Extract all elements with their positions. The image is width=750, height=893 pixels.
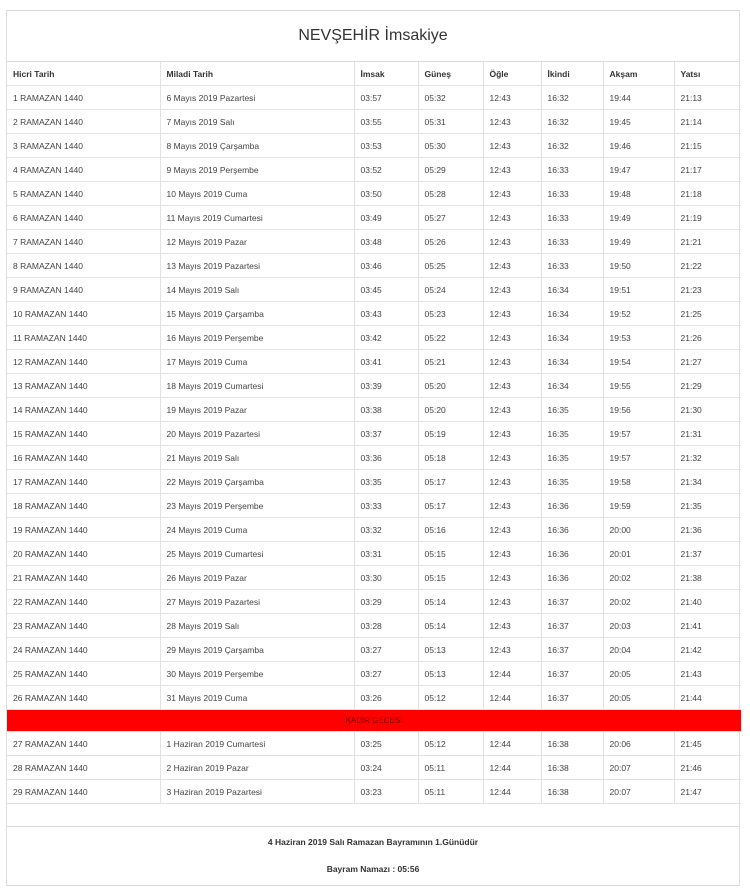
gunes-cell: 05:13 <box>418 662 483 686</box>
imsak-cell: 03:28 <box>354 614 418 638</box>
hicri-tarih-cell: 20 RAMAZAN 1440 <box>7 542 160 566</box>
table-body-highlight <box>7 710 741 732</box>
miladi-tarih-cell: 26 Mayıs 2019 Pazar <box>160 566 354 590</box>
hicri-tarih-cell: 19 RAMAZAN 1440 <box>7 518 160 542</box>
gunes-cell: 05:19 <box>418 422 483 446</box>
miladi-tarih-cell: 22 Mayıs 2019 Çarşamba <box>160 470 354 494</box>
miladi-tarih-cell: 12 Mayıs 2019 Pazar <box>160 230 354 254</box>
imsak-cell: 03:38 <box>354 398 418 422</box>
yatsi-cell: 21:37 <box>674 542 741 566</box>
aksam-cell: 19:59 <box>603 494 674 518</box>
hicri-tarih-cell: 23 RAMAZAN 1440 <box>7 614 160 638</box>
ikindi-cell: 16:32 <box>541 86 603 110</box>
yatsi-cell: 21:15 <box>674 134 741 158</box>
yatsi-cell: 21:44 <box>674 686 741 710</box>
yatsi-cell: 21:35 <box>674 494 741 518</box>
gunes-cell: 05:18 <box>418 446 483 470</box>
ikindi-cell: 16:38 <box>541 780 603 804</box>
aksam-cell: 20:03 <box>603 614 674 638</box>
table-row <box>7 350 741 374</box>
aksam-cell: 19:49 <box>603 206 674 230</box>
table-row <box>7 206 741 230</box>
yatsi-cell: 21:32 <box>674 446 741 470</box>
yatsi-cell: 21:17 <box>674 158 741 182</box>
miladi-tarih-cell: 2 Haziran 2019 Pazar <box>160 756 354 780</box>
aksam-cell: 20:05 <box>603 686 674 710</box>
table-row <box>7 86 741 110</box>
miladi-tarih-cell: 10 Mayıs 2019 Cuma <box>160 182 354 206</box>
table-row <box>7 182 741 206</box>
table-row <box>7 686 741 710</box>
aksam-cell: 20:06 <box>603 732 674 756</box>
yatsi-cell: 21:13 <box>674 86 741 110</box>
yatsi-cell: 21:38 <box>674 566 741 590</box>
aksam-cell: 20:02 <box>603 566 674 590</box>
ikindi-cell: 16:37 <box>541 686 603 710</box>
table-body-before <box>7 86 741 710</box>
imsak-cell: 03:25 <box>354 732 418 756</box>
aksam-cell: 19:52 <box>603 302 674 326</box>
imsak-cell: 03:46 <box>354 254 418 278</box>
ikindi-cell: 16:35 <box>541 398 603 422</box>
aksam-cell: 20:02 <box>603 590 674 614</box>
ikindi-cell: 16:33 <box>541 230 603 254</box>
hicri-tarih-cell: 6 RAMAZAN 1440 <box>7 206 160 230</box>
ogle-cell: 12:43 <box>483 350 541 374</box>
gunes-cell: 05:24 <box>418 278 483 302</box>
yatsi-cell: 21:25 <box>674 302 741 326</box>
ogle-cell: 12:44 <box>483 662 541 686</box>
header-yatsi: Yatsı <box>674 62 741 86</box>
aksam-cell: 19:54 <box>603 350 674 374</box>
ogle-cell: 12:43 <box>483 134 541 158</box>
miladi-tarih-cell: 9 Mayıs 2019 Perşembe <box>160 158 354 182</box>
table-body-after <box>7 732 741 804</box>
ikindi-cell: 16:37 <box>541 662 603 686</box>
hicri-tarih-cell: 15 RAMAZAN 1440 <box>7 422 160 446</box>
gunes-cell: 05:28 <box>418 182 483 206</box>
hicri-tarih-cell: 16 RAMAZAN 1440 <box>7 446 160 470</box>
imsak-cell: 03:57 <box>354 86 418 110</box>
ikindi-cell: 16:32 <box>541 110 603 134</box>
hicri-tarih-cell: 24 RAMAZAN 1440 <box>7 638 160 662</box>
table-row <box>7 662 741 686</box>
yatsi-cell: 21:30 <box>674 398 741 422</box>
imsak-cell: 03:43 <box>354 302 418 326</box>
ogle-cell: 12:43 <box>483 278 541 302</box>
header-imsak: İmsak <box>354 62 418 86</box>
imsak-cell: 03:35 <box>354 470 418 494</box>
aksam-cell: 19:44 <box>603 86 674 110</box>
ikindi-cell: 16:34 <box>541 278 603 302</box>
table-row <box>7 756 741 780</box>
ogle-cell: 12:43 <box>483 254 541 278</box>
table-row <box>7 780 741 804</box>
imsak-cell: 03:53 <box>354 134 418 158</box>
table-row <box>7 542 741 566</box>
aksam-cell: 19:46 <box>603 134 674 158</box>
miladi-tarih-cell: 19 Mayıs 2019 Pazar <box>160 398 354 422</box>
miladi-tarih-cell: 28 Mayıs 2019 Salı <box>160 614 354 638</box>
imsak-cell: 03:23 <box>354 780 418 804</box>
ogle-cell: 12:43 <box>483 494 541 518</box>
ikindi-cell: 16:37 <box>541 614 603 638</box>
ogle-cell: 12:43 <box>483 158 541 182</box>
ikindi-cell: 16:33 <box>541 206 603 230</box>
miladi-tarih-cell: 11 Mayıs 2019 Cumartesi <box>160 206 354 230</box>
ogle-cell: 12:43 <box>483 206 541 230</box>
gunes-cell: 05:16 <box>418 518 483 542</box>
aksam-cell: 19:51 <box>603 278 674 302</box>
table-row <box>7 230 741 254</box>
aksam-cell: 19:56 <box>603 398 674 422</box>
yatsi-cell: 21:46 <box>674 756 741 780</box>
imsak-cell: 03:42 <box>354 326 418 350</box>
imsak-cell: 03:24 <box>354 756 418 780</box>
ikindi-cell: 16:33 <box>541 158 603 182</box>
gunes-cell: 05:17 <box>418 494 483 518</box>
ogle-cell: 12:43 <box>483 422 541 446</box>
miladi-tarih-cell: 15 Mayıs 2019 Çarşamba <box>160 302 354 326</box>
aksam-cell: 20:00 <box>603 518 674 542</box>
table-row <box>7 398 741 422</box>
yatsi-cell: 21:21 <box>674 230 741 254</box>
imsak-cell: 03:33 <box>354 494 418 518</box>
aksam-cell: 19:55 <box>603 374 674 398</box>
hicri-tarih-cell: 18 RAMAZAN 1440 <box>7 494 160 518</box>
ikindi-cell: 16:35 <box>541 470 603 494</box>
hicri-tarih-cell: 8 RAMAZAN 1440 <box>7 254 160 278</box>
gunes-cell: 05:11 <box>418 756 483 780</box>
yatsi-cell: 21:27 <box>674 350 741 374</box>
yatsi-cell: 21:18 <box>674 182 741 206</box>
gunes-cell: 05:20 <box>418 374 483 398</box>
hicri-tarih-cell: 17 RAMAZAN 1440 <box>7 470 160 494</box>
imsak-cell: 03:27 <box>354 638 418 662</box>
gunes-cell: 05:11 <box>418 780 483 804</box>
miladi-tarih-cell: 25 Mayıs 2019 Cumartesi <box>160 542 354 566</box>
table-row <box>7 134 741 158</box>
miladi-tarih-cell: 14 Mayıs 2019 Salı <box>160 278 354 302</box>
hicri-tarih-cell: 12 RAMAZAN 1440 <box>7 350 160 374</box>
ogle-cell: 12:43 <box>483 446 541 470</box>
gunes-cell: 05:32 <box>418 86 483 110</box>
yatsi-cell: 21:22 <box>674 254 741 278</box>
yatsi-cell: 21:29 <box>674 374 741 398</box>
miladi-tarih-cell: 29 Mayıs 2019 Çarşamba <box>160 638 354 662</box>
aksam-cell: 19:45 <box>603 110 674 134</box>
aksam-cell: 19:50 <box>603 254 674 278</box>
hicri-tarih-cell: 22 RAMAZAN 1440 <box>7 590 160 614</box>
yatsi-cell: 21:31 <box>674 422 741 446</box>
imsak-cell: 03:37 <box>354 422 418 446</box>
yatsi-cell: 21:41 <box>674 614 741 638</box>
table-header-row <box>7 62 741 86</box>
table-row <box>7 326 741 350</box>
hicri-tarih-cell: 13 RAMAZAN 1440 <box>7 374 160 398</box>
table-row <box>7 158 741 182</box>
bayram-note: 4 Haziran 2019 Salı Ramazan Bayramının 1.Günüdür <box>267 837 479 847</box>
ikindi-cell: 16:36 <box>541 494 603 518</box>
yatsi-cell: 21:26 <box>674 326 741 350</box>
gunes-cell: 05:27 <box>418 206 483 230</box>
ogle-cell: 12:43 <box>483 398 541 422</box>
ogle-cell: 12:44 <box>483 732 541 756</box>
ikindi-cell: 16:33 <box>541 182 603 206</box>
gunes-cell: 05:17 <box>418 470 483 494</box>
imsak-cell: 03:30 <box>354 566 418 590</box>
ikindi-cell: 16:36 <box>541 542 603 566</box>
yatsi-cell: 21:43 <box>674 662 741 686</box>
footer-divider <box>7 804 739 827</box>
imsak-cell: 03:36 <box>354 446 418 470</box>
miladi-tarih-cell: 16 Mayıs 2019 Perşembe <box>160 326 354 350</box>
ikindi-cell: 16:35 <box>541 446 603 470</box>
hicri-tarih-cell: 21 RAMAZAN 1440 <box>7 566 160 590</box>
gunes-cell: 05:21 <box>418 350 483 374</box>
table-row <box>7 566 741 590</box>
ogle-cell: 12:43 <box>483 182 541 206</box>
ogle-cell: 12:44 <box>483 780 541 804</box>
aksam-cell: 20:05 <box>603 662 674 686</box>
ogle-cell: 12:43 <box>483 326 541 350</box>
aksam-cell: 20:07 <box>603 756 674 780</box>
hicri-tarih-cell: 11 RAMAZAN 1440 <box>7 326 160 350</box>
hicri-tarih-cell: 9 RAMAZAN 1440 <box>7 278 160 302</box>
aksam-cell: 20:01 <box>603 542 674 566</box>
yatsi-cell: 21:40 <box>674 590 741 614</box>
gunes-cell: 05:31 <box>418 110 483 134</box>
hicri-tarih-cell: 10 RAMAZAN 1440 <box>7 302 160 326</box>
gunes-cell: 05:29 <box>418 158 483 182</box>
ikindi-cell: 16:38 <box>541 756 603 780</box>
miladi-tarih-cell: 30 Mayıs 2019 Perşembe <box>160 662 354 686</box>
header-ogle: Öğle <box>483 62 541 86</box>
miladi-tarih-cell: 23 Mayıs 2019 Perşembe <box>160 494 354 518</box>
ogle-cell: 12:43 <box>483 566 541 590</box>
yatsi-cell: 21:42 <box>674 638 741 662</box>
hicri-tarih-cell: 2 RAMAZAN 1440 <box>7 110 160 134</box>
table-row <box>7 590 741 614</box>
miladi-tarih-cell: 1 Haziran 2019 Cumartesi <box>160 732 354 756</box>
ogle-cell: 12:43 <box>483 518 541 542</box>
ikindi-cell: 16:34 <box>541 326 603 350</box>
ikindi-cell: 16:35 <box>541 422 603 446</box>
yatsi-cell: 21:47 <box>674 780 741 804</box>
yatsi-cell: 21:23 <box>674 278 741 302</box>
hicri-tarih-cell: 3 RAMAZAN 1440 <box>7 134 160 158</box>
gunes-cell: 05:25 <box>418 254 483 278</box>
hicri-tarih-cell: 27 RAMAZAN 1440 <box>7 732 160 756</box>
hicri-tarih-cell: 26 RAMAZAN 1440 <box>7 686 160 710</box>
hicri-tarih-cell: 14 RAMAZAN 1440 <box>7 398 160 422</box>
table-row <box>7 422 741 446</box>
miladi-tarih-cell: 7 Mayıs 2019 Salı <box>160 110 354 134</box>
ogle-cell: 12:43 <box>483 86 541 110</box>
gunes-cell: 05:12 <box>418 686 483 710</box>
table-row <box>7 254 741 278</box>
ikindi-cell: 16:33 <box>541 254 603 278</box>
aksam-cell: 20:04 <box>603 638 674 662</box>
table-row <box>7 732 741 756</box>
ikindi-cell: 16:38 <box>541 732 603 756</box>
gunes-cell: 05:15 <box>418 542 483 566</box>
hicri-tarih-cell: 28 RAMAZAN 1440 <box>7 756 160 780</box>
hicri-tarih-cell: 7 RAMAZAN 1440 <box>7 230 160 254</box>
aksam-cell: 19:49 <box>603 230 674 254</box>
table-row <box>7 638 741 662</box>
imsak-cell: 03:49 <box>354 206 418 230</box>
kadir-gecesi-label: KADİR GECESİ <box>7 710 741 732</box>
ikindi-cell: 16:36 <box>541 566 603 590</box>
imsak-cell: 03:32 <box>354 518 418 542</box>
aksam-cell: 19:47 <box>603 158 674 182</box>
table-row <box>7 374 741 398</box>
bayram-namazi: Bayram Namazı : 05:56 <box>326 864 420 874</box>
aksam-cell: 19:58 <box>603 470 674 494</box>
ikindi-cell: 16:37 <box>541 590 603 614</box>
gunes-cell: 05:30 <box>418 134 483 158</box>
miladi-tarih-cell: 20 Mayıs 2019 Pazartesi <box>160 422 354 446</box>
ikindi-cell: 16:34 <box>541 374 603 398</box>
gunes-cell: 05:26 <box>418 230 483 254</box>
imsak-cell: 03:45 <box>354 278 418 302</box>
yatsi-cell: 21:45 <box>674 732 741 756</box>
ogle-cell: 12:43 <box>483 110 541 134</box>
gunes-cell: 05:15 <box>418 566 483 590</box>
aksam-cell: 19:57 <box>603 446 674 470</box>
miladi-tarih-cell: 13 Mayıs 2019 Pazartesi <box>160 254 354 278</box>
ikindi-cell: 16:37 <box>541 638 603 662</box>
gunes-cell: 05:13 <box>418 638 483 662</box>
imsak-cell: 03:27 <box>354 662 418 686</box>
table-row <box>7 470 741 494</box>
ogle-cell: 12:43 <box>483 302 541 326</box>
hicri-tarih-cell: 29 RAMAZAN 1440 <box>7 780 160 804</box>
yatsi-cell: 21:34 <box>674 470 741 494</box>
aksam-cell: 19:48 <box>603 182 674 206</box>
table-row <box>7 110 741 134</box>
hicri-tarih-cell: 5 RAMAZAN 1440 <box>7 182 160 206</box>
ogle-cell: 12:43 <box>483 374 541 398</box>
table-row <box>7 278 741 302</box>
imsak-cell: 03:26 <box>354 686 418 710</box>
table-row <box>7 446 741 470</box>
miladi-tarih-cell: 18 Mayıs 2019 Cumartesi <box>160 374 354 398</box>
miladi-tarih-cell: 27 Mayıs 2019 Pazartesi <box>160 590 354 614</box>
miladi-tarih-cell: 21 Mayıs 2019 Salı <box>160 446 354 470</box>
header-hicri-tarih: Hicri Tarih <box>7 62 160 86</box>
gunes-cell: 05:12 <box>418 732 483 756</box>
kadir-gecesi-row <box>7 710 741 732</box>
aksam-cell: 19:57 <box>603 422 674 446</box>
miladi-tarih-cell: 8 Mayıs 2019 Çarşamba <box>160 134 354 158</box>
imsakiye-table <box>7 62 741 804</box>
imsak-cell: 03:55 <box>354 110 418 134</box>
imsakiye-card <box>6 10 740 886</box>
ikindi-cell: 16:34 <box>541 302 603 326</box>
gunes-cell: 05:14 <box>418 614 483 638</box>
table-row <box>7 302 741 326</box>
yatsi-cell: 21:19 <box>674 206 741 230</box>
page-title: NEVŞEHİR İmsakiye <box>7 11 739 62</box>
hicri-tarih-cell: 1 RAMAZAN 1440 <box>7 86 160 110</box>
imsak-cell: 03:39 <box>354 374 418 398</box>
table-row <box>7 614 741 638</box>
gunes-cell: 05:23 <box>418 302 483 326</box>
aksam-cell: 19:53 <box>603 326 674 350</box>
imsak-cell: 03:29 <box>354 590 418 614</box>
table-row <box>7 518 741 542</box>
ogle-cell: 12:43 <box>483 614 541 638</box>
header-aksam: Akşam <box>603 62 674 86</box>
imsak-cell: 03:48 <box>354 230 418 254</box>
ogle-cell: 12:44 <box>483 756 541 780</box>
ikindi-cell: 16:32 <box>541 134 603 158</box>
miladi-tarih-cell: 24 Mayıs 2019 Cuma <box>160 518 354 542</box>
yatsi-cell: 21:36 <box>674 518 741 542</box>
header-miladi-tarih: Miladi Tarih <box>160 62 354 86</box>
ikindi-cell: 16:36 <box>541 518 603 542</box>
miladi-tarih-cell: 31 Mayıs 2019 Cuma <box>160 686 354 710</box>
imsak-cell: 03:31 <box>354 542 418 566</box>
yatsi-cell: 21:14 <box>674 110 741 134</box>
ogle-cell: 12:43 <box>483 542 541 566</box>
hicri-tarih-cell: 4 RAMAZAN 1440 <box>7 158 160 182</box>
aksam-cell: 20:07 <box>603 780 674 804</box>
imsak-cell: 03:41 <box>354 350 418 374</box>
ogle-cell: 12:43 <box>483 590 541 614</box>
header-gunes: Güneş <box>418 62 483 86</box>
gunes-cell: 05:20 <box>418 398 483 422</box>
ogle-cell: 12:44 <box>483 686 541 710</box>
imsak-cell: 03:52 <box>354 158 418 182</box>
ikindi-cell: 16:34 <box>541 350 603 374</box>
gunes-cell: 05:14 <box>418 590 483 614</box>
table-row <box>7 494 741 518</box>
ogle-cell: 12:43 <box>483 470 541 494</box>
hicri-tarih-cell: 25 RAMAZAN 1440 <box>7 662 160 686</box>
header-ikindi: İkindi <box>541 62 603 86</box>
ogle-cell: 12:43 <box>483 230 541 254</box>
imsak-cell: 03:50 <box>354 182 418 206</box>
gunes-cell: 05:22 <box>418 326 483 350</box>
ogle-cell: 12:43 <box>483 638 541 662</box>
miladi-tarih-cell: 3 Haziran 2019 Pazartesi <box>160 780 354 804</box>
miladi-tarih-cell: 6 Mayıs 2019 Pazartesi <box>160 86 354 110</box>
miladi-tarih-cell: 17 Mayıs 2019 Cuma <box>160 350 354 374</box>
